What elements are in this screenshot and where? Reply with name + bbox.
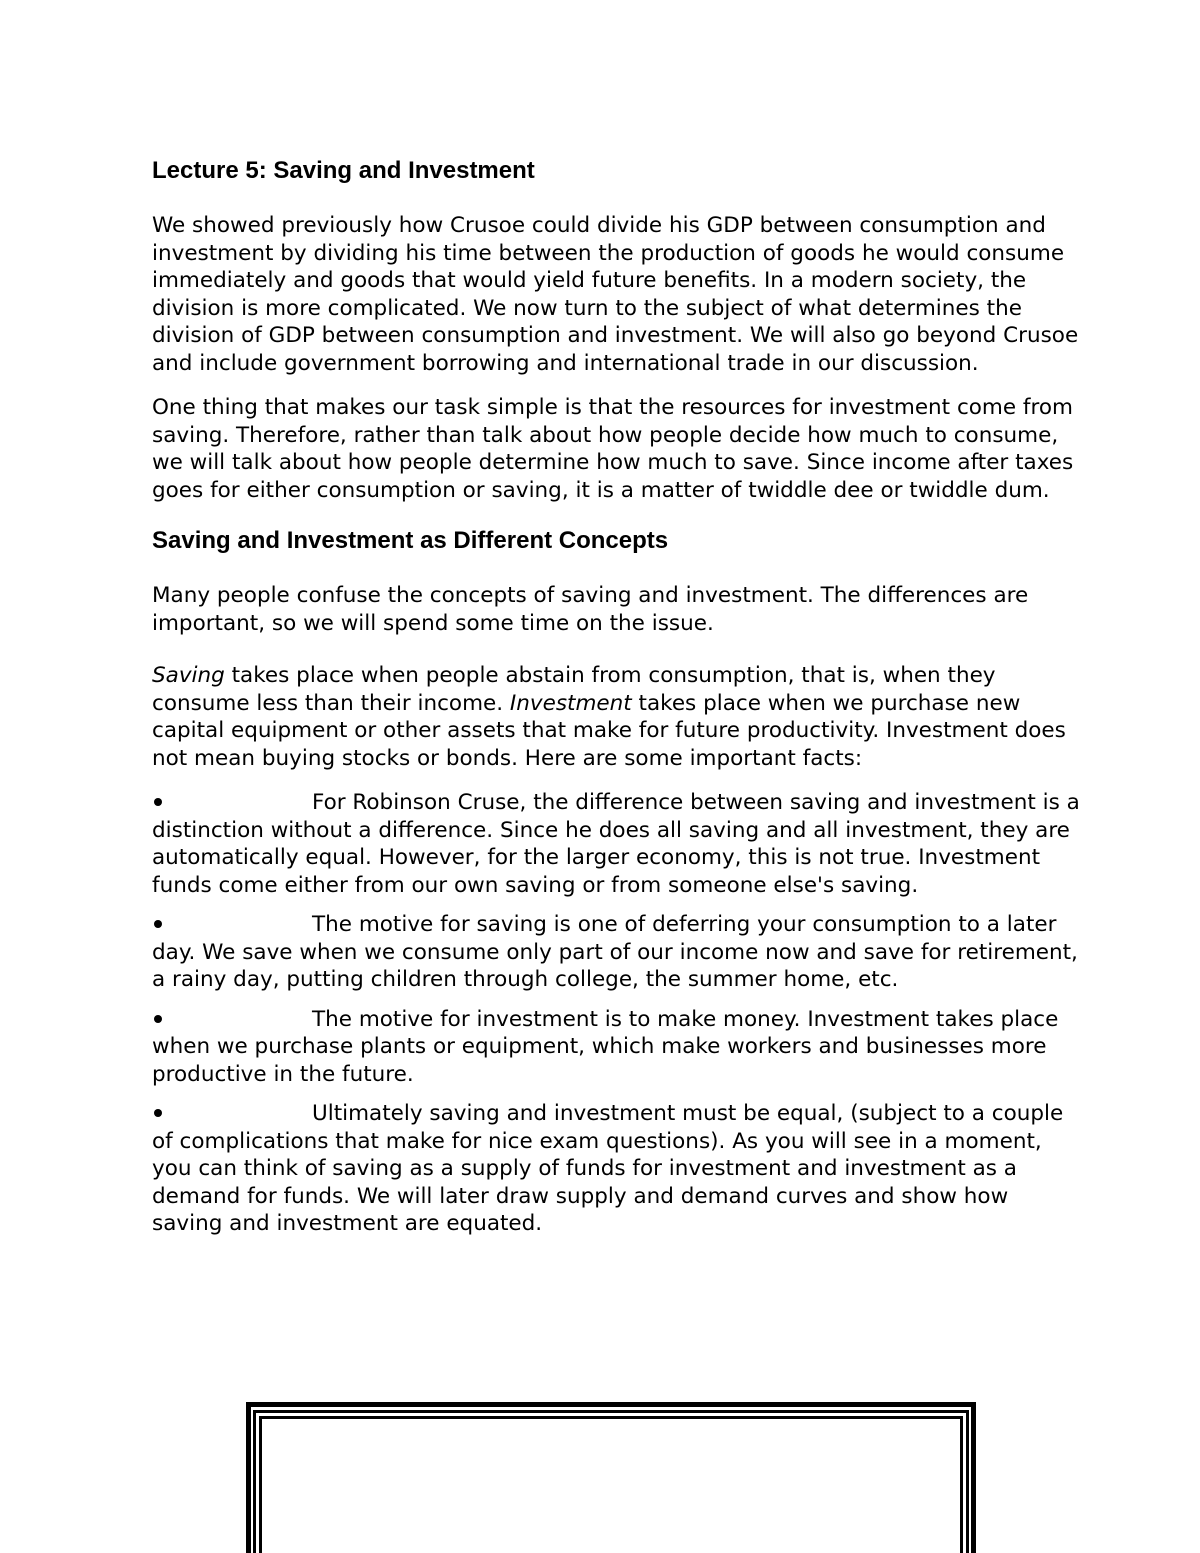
fact-text: The motive for saving is one of deferring your consumption to a later day. We save when we consume only part of our income now and save for retirement, a rainy day, putting children through college, the summer home, etc. [152,912,1078,992]
definitions-paragraph [152,662,1082,772]
document-body [152,156,1082,1250]
fact-text: The motive for investment is to make money. Investment takes place when we purchase plants or equipment, which make workers and businesses more productive in the future. [152,1006,1059,1087]
fact-item [152,789,1082,899]
fact-item [152,1100,1082,1238]
intro-paragraph-2: One thing that makes our task simple is that the resources for investment come from saving. Therefore, rather than talk about how people decide how much to consume, we will talk about how people determine how much to save. Since income after taxes goes for either consumption or saving, it is a matter of twiddle dee or twiddle dum. [152,395,1074,503]
fact-text: Ultimately saving and investment must be equal, (subject to a couple of complications that make for nice exam questions). As you will see in a moment, you can think of saving as a supply of funds for investment and investment as a demand for funds. We will later draw supply and demand curves and show how saving and investment are equated. [152,1101,1064,1236]
section-heading: Saving and Investment as Different Concepts [152,527,669,554]
fact-text: For Robinson Cruse, the difference between saving and investment is a distinction without a difference. Since he does all saving and all investment, they are automatically equal. However, for the larger economy, this is not true. Investment funds come either from our own saving or from someone else's saving. [152,790,1080,898]
section-paragraph-1: Many people confuse the concepts of saving and investment. The differences are important, so we will spend some time on the issue. [152,583,1029,636]
investment-term: Investment [509,690,632,716]
intro-paragraph-1: We showed previously how Crusoe could divide his GDP between consumption and investment by dividing his time between the production of goods he would consume immediately and goods that would yield future benefits. In a modern society, the division is more complicated. We now turn to the subject of what determines the division of GDP between consumption and investment. We will also go beyond Crusoe and include government borrowing and international trade in our discussion. [152,213,1079,376]
fact-item [152,1006,1082,1089]
facts-list [152,789,1082,1238]
fact-item [152,911,1082,994]
lecture-title: Lecture 5: Saving and Investment [152,157,535,184]
saving-definition: takes place when people abstain from consumption, that is, when they consume less than their income. [152,663,996,716]
investment-definition: takes place when we purchase new capital equipment or other assets that make for future productivity. Investment does not mean buying stocks or bonds. Here are some important facts: [152,690,1066,771]
figure-frame-border [246,1402,976,1553]
saving-term: Saving [152,663,225,688]
